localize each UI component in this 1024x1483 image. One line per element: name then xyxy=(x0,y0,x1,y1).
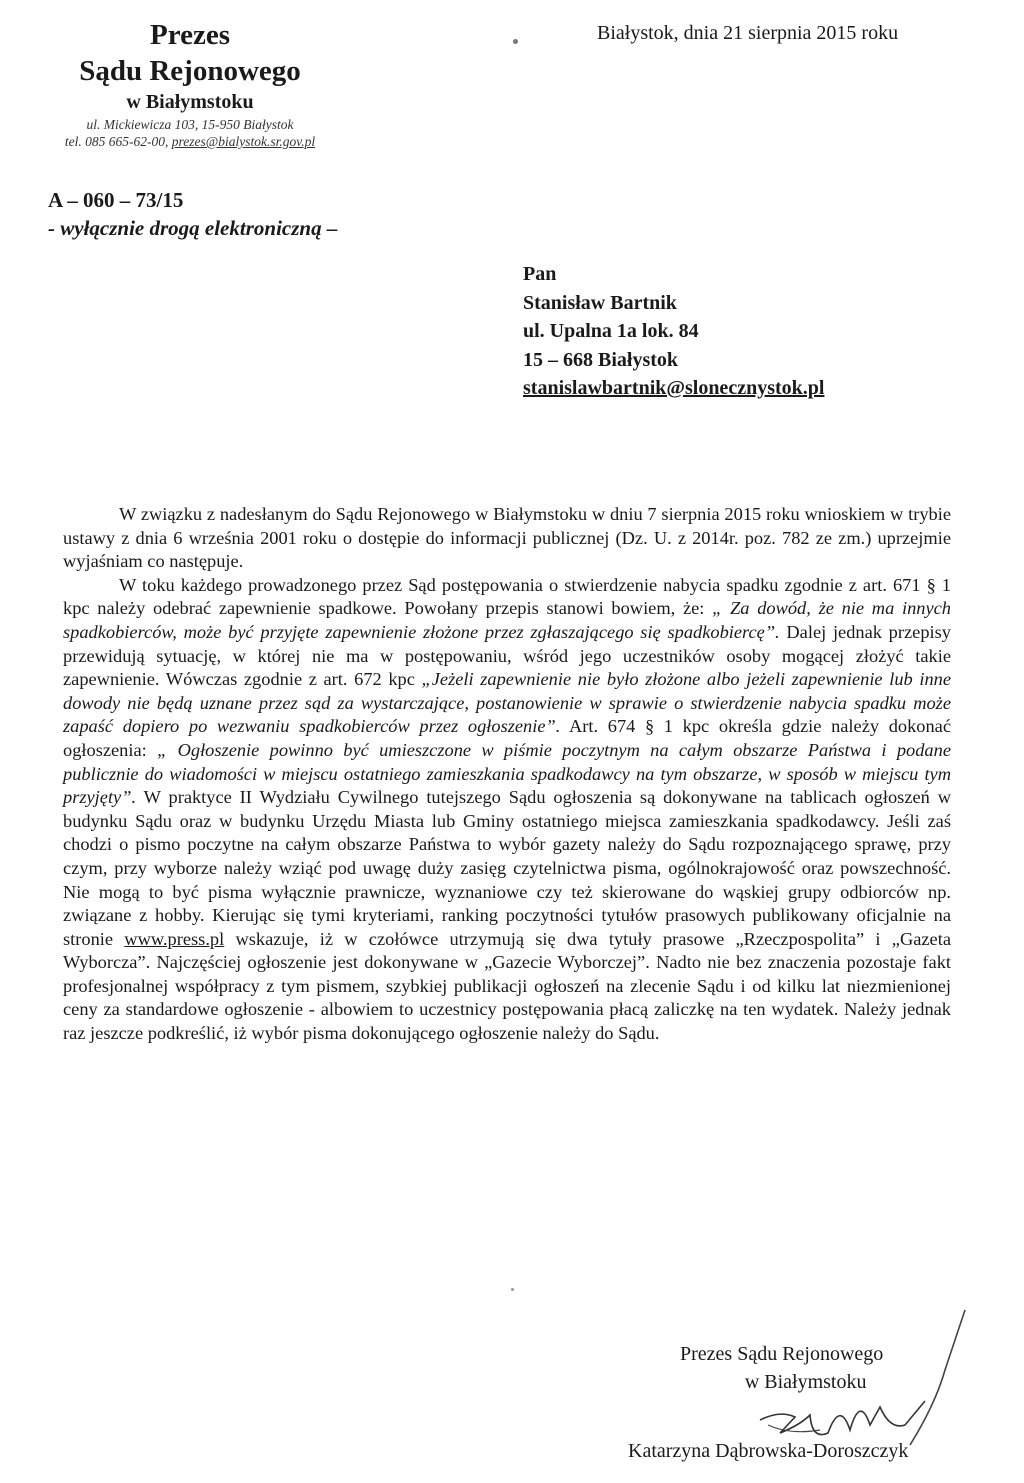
recipient-city: 15 – 668 Białystok xyxy=(523,348,679,371)
p2-text-a: W toku każdego prowadzonego przez Sąd postępowania o stwierdzenie nabycia spadku zgodnie z art. 671 § 1 kpc należy odebrać zapewnienie spadkowe. Powołany przepis stanowi bowiem, że: xyxy=(63,574,951,619)
signatory-name: Katarzyna Dąbrowska-Doroszczyk xyxy=(628,1440,909,1462)
letterhead-address: ul. Mickiewicza 103, 15-950 Białystok xyxy=(86,117,294,132)
quote-art-671: „ Za dowód, że nie ma innych spadkobierców, może być przyjęte zapewnienie złożone przez zgłaszającego się spadkobiercę”. xyxy=(63,598,952,642)
letterhead-court: Sądu Rejonowego xyxy=(79,55,301,87)
delivery-mode: - wyłącznie drogą elektroniczną – xyxy=(48,216,338,240)
letterhead-city: w Białymstoku xyxy=(126,91,254,113)
recipient-street: ul. Upalna 1a lok. 84 xyxy=(523,320,699,342)
signature-city: w Białymstoku xyxy=(744,1371,867,1393)
p2-text-d: W praktyce II Wydziału Cywilnego tutejszego Sądu ogłoszenia są dokonywane na tablicach ogłoszeń w budynku Sądu oraz w budynku Urzędu Miasta lub Gminy ostatniego miejsca zamieszkania spadkodawcy. Jeśli zaś chodzi o pismo poczytne na całym obszarze Państwa to wybór gazety należy do Sądu rozpoznającego sprawę, przy czym, przy wyborze należy wziąć pod uwagę duży zasięg czytelnictwa pisma, ogólnokrajowość oraz powszechność. Nie mogą to być pisma wyłącznie prawnicze, wyznaniowe czy też skierowane do wąskiej grupy odbiorców np. związane z hobby. Kierując się tymi kryteriami, ranking poczytności tytułów prasowych publikowany oficjalnie na stronie xyxy=(63,787,951,949)
press-link[interactable]: www.press.pl xyxy=(124,928,225,949)
p2-text-b: Dalej jednak przepisy przewidują sytuację, w której nie ma w postępowaniu, wśród jego uczestników osoby mogącej złożyć takie zapewnienie. Wówczas zgodnie z art. 672 kpc xyxy=(63,621,951,690)
date-line: Białystok, dnia 21 sierpnia 2015 roku xyxy=(597,22,899,44)
quote-art-672: „Jeżeli zapewnienie nie było złożone albo jeżeli zapewnienie lub inne dowody nie będą uznane przez sąd za wystarczające, postanowienie w sprawie o stwierdzenie nabycia spadku może zapaść dopiero po wezwaniu spadkobierców przez ogłoszenie”. xyxy=(63,669,952,737)
recipient-salutation: Pan xyxy=(523,263,557,285)
scan-speck xyxy=(511,1288,514,1291)
letter-body xyxy=(63,503,951,1046)
paragraph-1: W związku z nadesłanym do Sądu Rejonowego w Białymstoku w dniu 7 sierpnia 2015 roku wnioskiem w trybie ustawy z dnia 6 września 2001 roku o dostępie do informacji publicznej (Dz. U. z 2014r. poz. 782 ze zm.) uprzejmie wyjaśniam co następuje. xyxy=(63,504,951,572)
letterhead-email-link[interactable]: prezes@bialystok.sr.gov.pl xyxy=(171,134,316,149)
letterhead-phone: tel. 085 665-62-00, xyxy=(64,134,172,149)
p2-text-c: Art. 674 § 1 kpc określa gdzie należy dokonać ogłoszenia: xyxy=(63,716,951,760)
paragraph-2 xyxy=(63,574,951,1046)
letterhead-contact xyxy=(40,133,340,150)
ink-mark xyxy=(513,39,518,44)
p2-text-e: wskazuje, iż w czołówce utrzymują się dwa tytuły prasowe „Rzeczpospolita” i „Gazeta Wyborcza”. Najczęściej ogłoszenie jest dokonywane w „Gazecie Wyborczej”. Nadto nie bez znaczenia pozostaje fakt profesjonalnej współpracy z tym pismem, szybkiej publikacji ogłoszeń na zlecenie Sądu i od kilku lat niezmienionej ceny za standardowe ogłoszenie - albowiem to uczestnicy postępowania płacą zaliczkę na ten wydatek. Należy jednak raz jeszcze podkreślić, iż wybór pisma dokonującego ogłoszenie należy do Sądu. xyxy=(63,928,951,1044)
signature-title: Prezes Sądu Rejonowego xyxy=(680,1343,884,1365)
recipient-name: Stanisław Bartnik xyxy=(523,291,677,314)
reference-number: A – 060 – 73/15 xyxy=(48,188,184,212)
letterhead xyxy=(40,18,340,150)
recipient-block xyxy=(523,260,824,403)
quote-art-674: „ Ogłoszenie powinno być umieszczone w piśmie poczytnym na całym obszarze Państwa i podane publicznie do wiadomości w miejscu ostatniego zamieszkania spadkodawcy na tym obszarze, w sposób w miejscu tym przyjęty”. xyxy=(63,739,951,808)
letterhead-title: Prezes xyxy=(150,19,230,51)
recipient-email-link[interactable]: stanislawbartnik@slonecznystok.pl xyxy=(523,377,825,399)
handwritten-signature xyxy=(740,1305,980,1455)
